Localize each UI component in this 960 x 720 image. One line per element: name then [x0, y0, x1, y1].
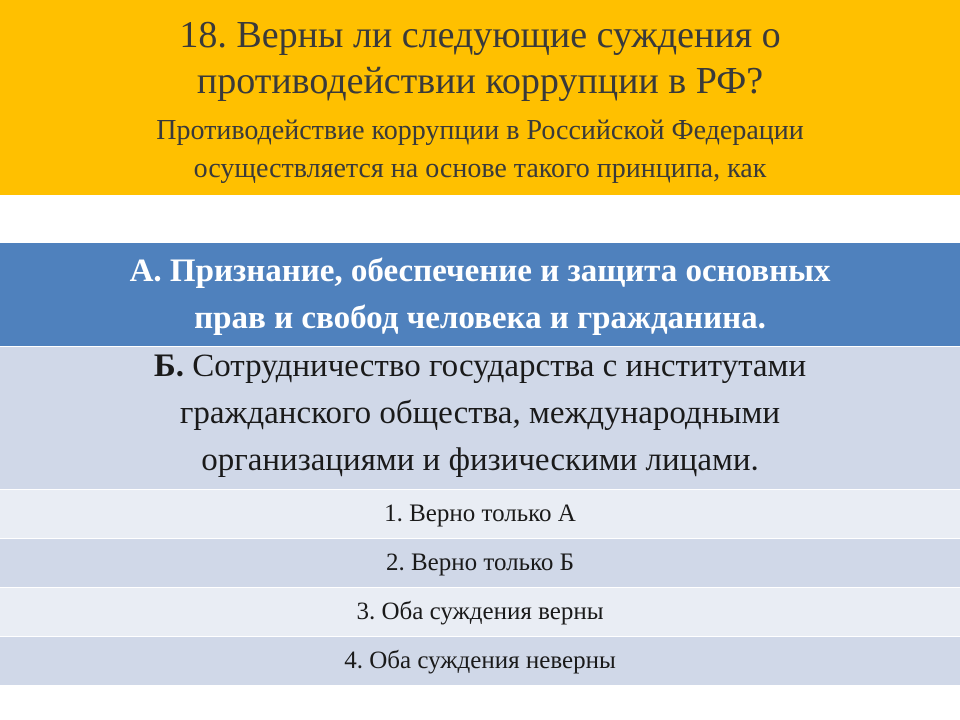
answer-option-3[interactable]: 3. Оба суждения верны: [0, 588, 960, 636]
answer-table: [0, 243, 960, 686]
row-divider: [0, 538, 960, 539]
answer-option-2[interactable]: 2. Верно только Б: [0, 539, 960, 587]
answer-option-1[interactable]: 1. Верно только А: [0, 490, 960, 538]
row-divider: [0, 346, 960, 347]
statement-a-line-1: А. Признание, обеспечение и защита основных: [129, 252, 831, 289]
statement-b-line-3: организациями и физическими лицами.: [201, 442, 759, 478]
row-divider: [0, 636, 960, 637]
row-divider: [0, 587, 960, 588]
question-subtitle-line-2: осуществляется на основе такого принципа, как: [193, 153, 767, 184]
question-title-line-2: противодействии коррупции в РФ?: [196, 60, 764, 102]
question-title: [0, 12, 960, 104]
statement-b-line-1-text: Сотрудничество государства с институтами: [183, 348, 807, 384]
question-title-line-1: 18. Верны ли следующие суждения о: [179, 14, 781, 56]
question-subtitle-line-1: Противодействие коррупции в Российской Федерации: [156, 115, 804, 146]
statement-b-label: Б.: [153, 348, 184, 384]
question-subtitle: [0, 112, 960, 188]
statement-a-text: [130, 248, 831, 342]
statement-b-line-1: [154, 343, 806, 390]
statement-b-line-2: гражданского общества, международными: [179, 395, 781, 431]
question-header: [0, 0, 960, 195]
statement-b-text: [154, 343, 806, 484]
statement-a-line-2: прав и свобод человека и гражданина.: [194, 299, 766, 336]
answer-option-4[interactable]: 4. Оба суждения неверны: [0, 637, 960, 685]
row-divider: [0, 489, 960, 490]
statement-b-row: [0, 347, 960, 490]
statement-a-row: [0, 243, 960, 346]
